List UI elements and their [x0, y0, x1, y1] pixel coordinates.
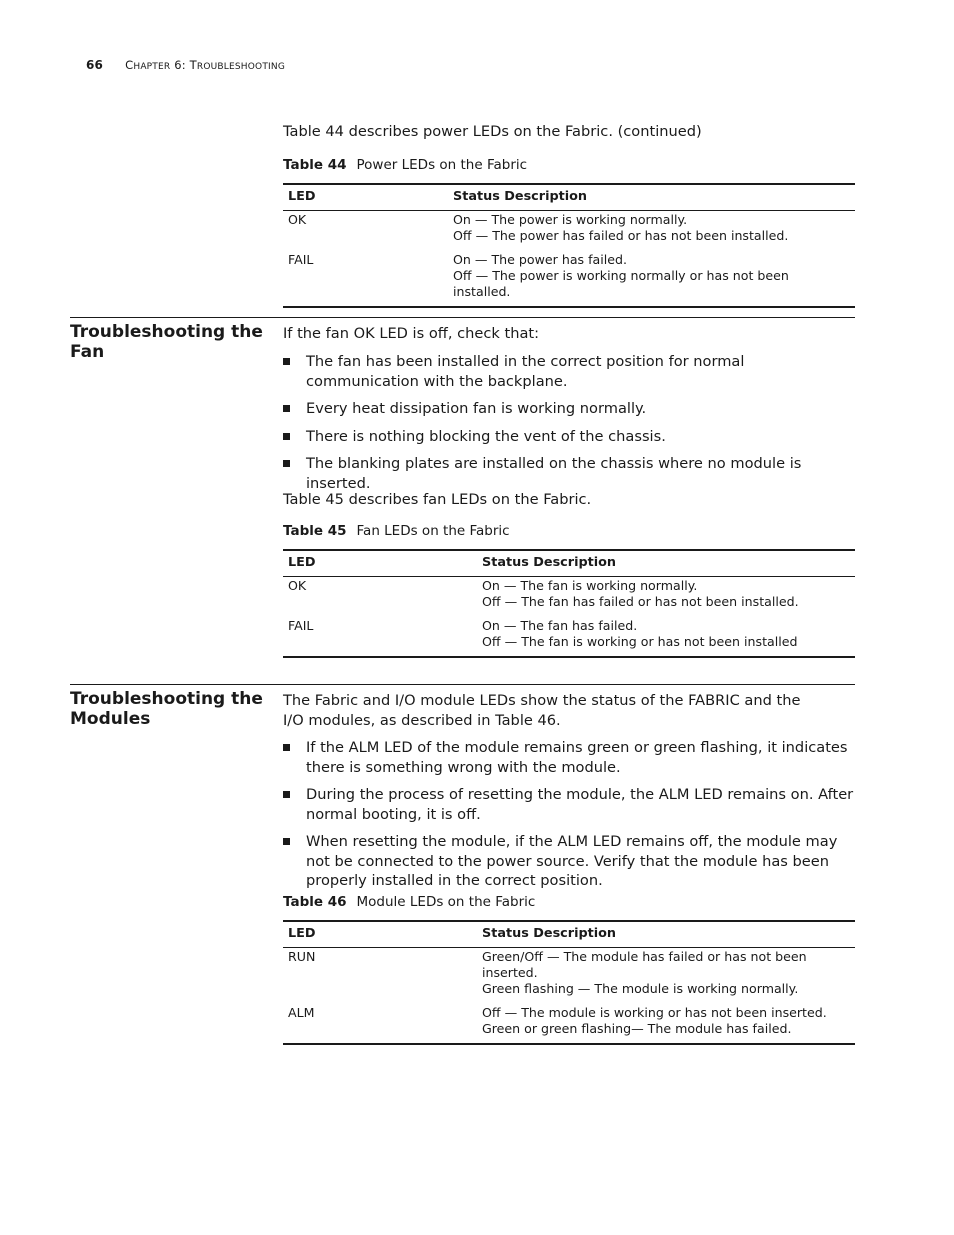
fan-checklist — [283, 352, 855, 501]
running-header — [86, 58, 285, 72]
table46 — [283, 920, 855, 1045]
col-header-led: LED — [283, 921, 477, 948]
bullet-square-icon — [283, 744, 290, 751]
table44-caption — [283, 157, 527, 173]
bullet-square-icon — [283, 405, 290, 412]
list-item: The blanking plates are installed on the chassis where no module is inserted. — [283, 454, 855, 493]
table46-label: Table 46 — [283, 894, 347, 910]
section-divider — [70, 684, 855, 685]
page-number: 66 — [86, 58, 104, 72]
led-cell: OK — [288, 212, 307, 227]
table44-label: Table 44 — [283, 157, 347, 173]
table45 — [283, 549, 855, 658]
table46-title: Module LEDs on the Fabric — [356, 894, 536, 910]
table-header-row — [283, 184, 855, 211]
led-cell: ALM — [283, 1004, 477, 1044]
bullet-square-icon — [283, 460, 290, 467]
col-header-led: LED — [283, 184, 448, 211]
status-cell: On — The power is working normally. Off — The power has failed or has not been installed. — [453, 212, 789, 243]
modules-checklist — [283, 738, 855, 899]
fan-section-heading: Troubleshooting the Fan — [70, 322, 263, 362]
status-cell: Off — The module is working or has not been inserted. Green or green flashing— The module has failed. — [477, 1004, 855, 1044]
col-header-status: Status Description — [448, 184, 855, 211]
list-item: Every heat dissipation fan is working normally. — [283, 399, 855, 419]
status-cell: On — The fan is working normally. Off — The fan has failed or has not been installed. — [482, 578, 799, 609]
status-cell: On — The power has failed. Off — The power is working normally or has not been installed. — [448, 251, 855, 307]
table-row — [283, 948, 855, 1005]
section-divider — [70, 317, 855, 318]
status-cell: On — The fan has failed. Off — The fan is working or has not been installed — [477, 617, 855, 657]
bullet-square-icon — [283, 358, 290, 365]
table45-label: Table 45 — [283, 523, 347, 539]
col-header-led: LED — [283, 550, 477, 577]
chapter-title: CHAPTER 6: TROUBLESHOOTING — [125, 58, 285, 72]
table-row — [283, 577, 855, 618]
led-cell: RUN — [288, 949, 316, 964]
table-row — [283, 617, 855, 657]
table45-title: Fan LEDs on the Fabric — [356, 523, 510, 539]
table46-caption — [283, 894, 535, 910]
status-cell: Green/Off — The module has failed or has not been inserted. Green flashing — The module is working normally. — [482, 949, 807, 996]
bullet-square-icon — [283, 838, 290, 845]
modules-section-heading: Troubleshooting the Modules — [70, 689, 263, 729]
list-item: During the process of resetting the module, the ALM LED remains on. After normal booting, it is off. — [283, 785, 855, 824]
bullet-square-icon — [283, 433, 290, 440]
col-header-status: Status Description — [477, 921, 855, 948]
table-row — [283, 251, 855, 307]
modules-intro: The Fabric and I/O module LEDs show the status of the FABRIC and the I/O modules, as described in Table 46. — [283, 692, 801, 729]
power-intro: Table 44 describes power LEDs on the Fabric. (continued) — [283, 123, 702, 140]
col-header-status: Status Description — [477, 550, 855, 577]
list-item: When resetting the module, if the ALM LED remains off, the module may not be connected to the power source. Verify that the module has been properly installed in the correct position. — [283, 832, 855, 891]
fan-table-ref: Table 45 describes fan LEDs on the Fabric. — [283, 491, 592, 508]
led-cell: OK — [288, 578, 307, 593]
bullet-square-icon — [283, 791, 290, 798]
table45-caption — [283, 523, 510, 539]
table44 — [283, 183, 855, 308]
table-row — [283, 1004, 855, 1044]
table-header-row — [283, 921, 855, 948]
table-header-row — [283, 550, 855, 577]
led-cell: FAIL — [283, 617, 477, 657]
list-item: The fan has been installed in the correct position for normal communication with the backplane. — [283, 352, 855, 391]
list-item: If the ALM LED of the module remains green or green flashing, it indicates there is something wrong with the module. — [283, 738, 855, 777]
led-cell: FAIL — [283, 251, 448, 307]
table44-title: Power LEDs on the Fabric — [356, 157, 528, 173]
table-row — [283, 211, 855, 252]
list-item: There is nothing blocking the vent of the chassis. — [283, 427, 855, 447]
fan-intro: If the fan OK LED is off, check that: — [283, 325, 540, 342]
